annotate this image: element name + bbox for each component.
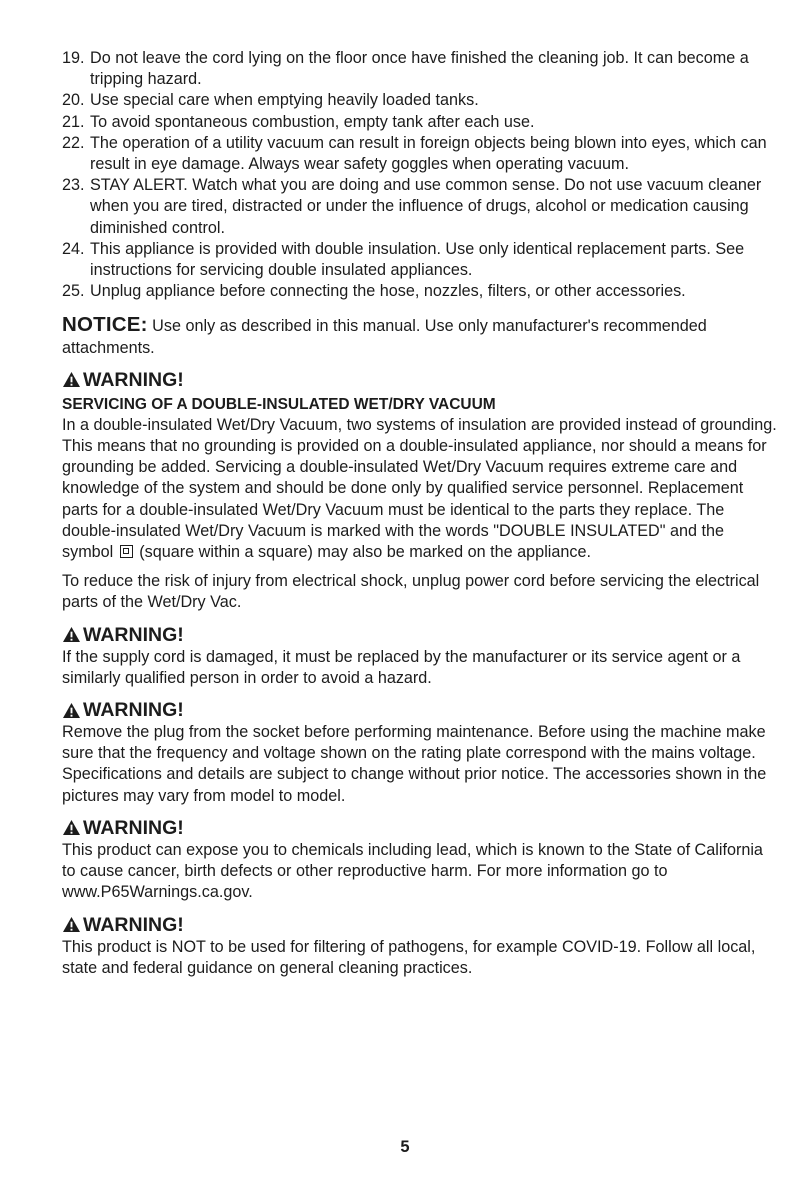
list-item xyxy=(62,281,778,302)
item-number: 21. xyxy=(62,112,85,131)
warning-paragraph: This product is NOT to be used for filtering of pathogens, for example COVID-19. Follow all local, state and federal guidance on general cleaning practices. xyxy=(62,937,756,977)
warning-triangle-icon xyxy=(62,916,81,933)
warning-title: WARNING! xyxy=(83,913,184,936)
item-number: 23. xyxy=(62,176,85,195)
item-number: 22. xyxy=(62,133,85,152)
warning-title: WARNING! xyxy=(83,623,184,646)
item-text: STAY ALERT. Watch what you are doing and use common sense. Do not use vacuum cleaner when you are tired, distracted or under the influence of drugs, alcohol or medication causing diminished control. xyxy=(90,176,762,237)
page-number: 5 xyxy=(400,1138,410,1156)
manual-page xyxy=(62,48,778,979)
warning-title: WARNING! xyxy=(83,368,184,391)
warning-title: WARNING! xyxy=(83,816,184,839)
warning-title: WARNING! xyxy=(83,699,184,722)
warning-subheading: SERVICING OF A DOUBLE-INSULATED WET/DRY VACUUM xyxy=(62,395,496,413)
warning-heading xyxy=(62,623,778,647)
item-text: This appliance is provided with double insulation. Use only identical replacement parts. See instructions for servicing double insulated appliances. xyxy=(90,239,745,280)
warning-text: (square within a square) may also be marked on the appliance. xyxy=(139,543,591,562)
notice-block xyxy=(62,314,778,358)
notice-label: NOTICE: xyxy=(62,313,148,337)
item-number: 20. xyxy=(62,91,85,110)
warning-text: In a double-insulated Wet/Dry Vacuum, two systems of insulation are provided instead of grounding. This means that no grounding is provided on a double-insulated appliance, nor should a means for grounding be added. Servicing a double-insulated Wet/Dry Vacuum requires extreme care and knowledge of the system and should be done only by qualified service personnel. Replacement parts for a double-insulated Wet/Dry Vacuum must be identical to the parts they replace. The double-insulated Wet/Dry Vacuum is marked with the words "DOUBLE INSULATED" and the symbol xyxy=(62,415,777,562)
warning-triangle-icon xyxy=(62,702,81,719)
warning-triangle-icon xyxy=(62,371,81,388)
item-text: The operation of a utility vacuum can result in foreign objects being blown into eyes, which can result in eye damage. Always wear safety goggles when operating vacuum. xyxy=(90,133,767,174)
list-item xyxy=(62,133,778,175)
item-text: Do not leave the cord lying on the floor once have finished the cleaning job. It can become a tripping hazard. xyxy=(90,49,749,89)
item-number: 25. xyxy=(62,282,85,301)
warning-heading xyxy=(62,816,778,840)
list-item xyxy=(62,112,778,133)
warning-heading xyxy=(62,913,778,937)
warning-triangle-icon xyxy=(62,819,81,836)
list-item xyxy=(62,239,778,281)
warning-paragraph xyxy=(62,415,778,563)
warning-paragraph: To reduce the risk of injury from electrical shock, unplug power cord before servicing the electrical parts of the Wet/Dry Vac. xyxy=(62,572,760,612)
list-item xyxy=(62,175,778,239)
item-text: Use special care when emptying heavily loaded tanks. xyxy=(90,91,479,110)
item-number: 19. xyxy=(62,49,85,67)
safety-instructions-list xyxy=(62,48,778,302)
warning-triangle-icon xyxy=(62,626,81,643)
warning-paragraph: This product can expose you to chemicals including lead, which is known to the State of California to cause cancer, birth defects or other reproductive harm. For more information go to www.P65Warnings.ca.gov. xyxy=(62,840,763,902)
list-item xyxy=(62,48,778,90)
warning-paragraph: If the supply cord is damaged, it must be replaced by the manufacturer or its service agent or a similarly qualified person in order to avoid a hazard. xyxy=(62,647,741,687)
double-insulated-symbol-icon xyxy=(120,545,133,558)
notice-text: Use only as described in this manual. Use only manufacturer's recommended attachments. xyxy=(62,317,707,357)
warning-heading xyxy=(62,368,778,392)
warning-heading xyxy=(62,698,778,722)
warning-paragraph: Remove the plug from the socket before performing maintenance. Before using the machine make sure that the frequency and voltage shown on the rating plate correspond with the mains voltage. Specifications and details are subject to change without prior notice. The accessories shown in the pictures may vary from model to model. xyxy=(62,723,767,805)
item-text: To avoid spontaneous combustion, empty tank after each use. xyxy=(90,112,535,131)
item-text: Unplug appliance before connecting the hose, nozzles, filters, or other accessories. xyxy=(90,282,686,301)
list-item xyxy=(62,90,778,111)
item-number: 24. xyxy=(62,239,85,258)
